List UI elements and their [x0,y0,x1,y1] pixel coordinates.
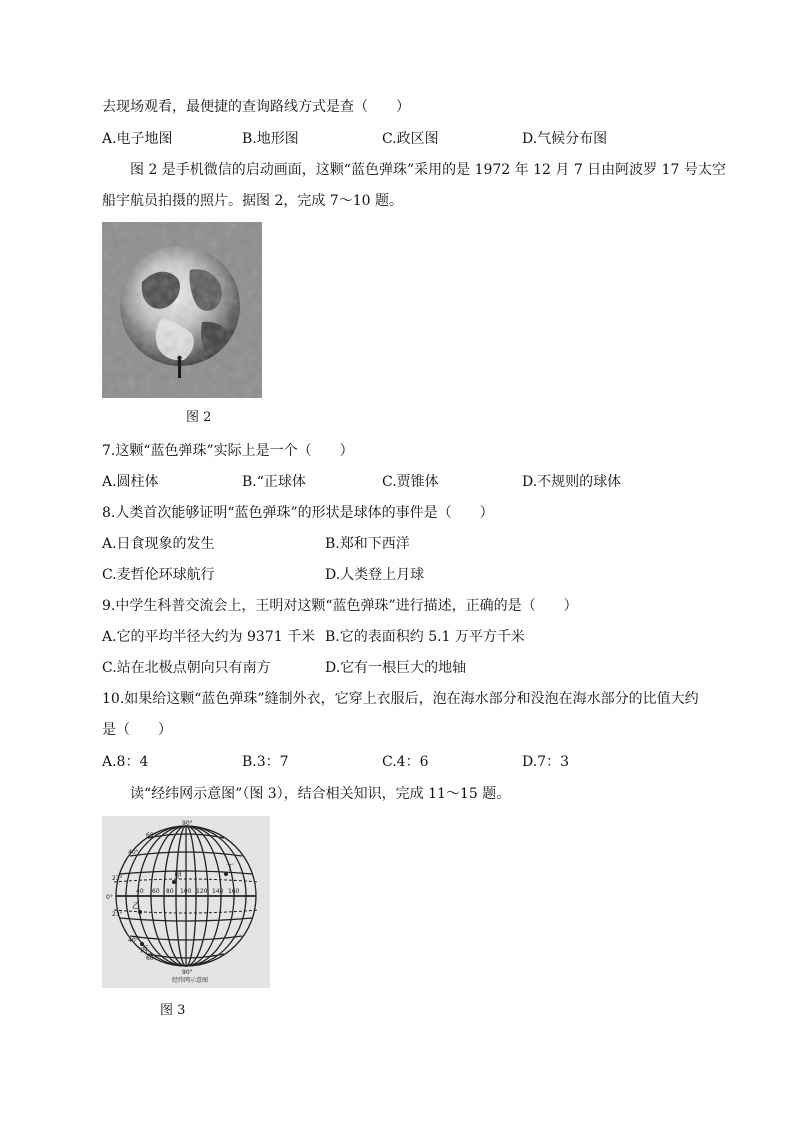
lon-label-80: 80 [166,888,174,895]
figure2-earth-photo [102,222,262,398]
figure3-graticule-image [102,816,270,988]
q10-option-c: C.4：6 [382,754,429,770]
lat-label-90s: 90° [182,969,193,976]
lat-label-60s: 60° [146,955,157,962]
lat-label-23s: 23° [112,911,123,918]
lat-label-60n: 60° [146,832,157,839]
q6-option-d: D.气候分布图 [522,131,608,147]
figure3-caption: 图 3 [160,1003,186,1018]
question-10-stem-line1: 10.如果给这颗“蓝色弹珠”缝制外衣，它穿上衣服后，泡在海水部分和没泡在海水部分的比值大约 [102,691,699,707]
q7-option-a: A.圆柱体 [102,474,159,490]
point-label-bing: 丙 [140,945,148,954]
lat-label-23n: 23° [112,875,123,882]
figure2-intro-line2: 船宇航员拍摄的照片。据图 2，完成 7～10 题。 [102,193,403,209]
figure2-intro-line1: 图 2 是手机微信的启动画面，这颗“蓝色弹珠”采用的是 1972 年 12 月 7 日由阿波罗 17 号太空 [130,162,726,178]
q9-option-b: B.它的表面积约 5.1 万平方千米 [325,629,525,645]
q7-option-c: C.贾锥体 [382,474,439,490]
question-6-stem: 去现场观看，最便捷的查询路线方式是查（ ） [102,99,410,115]
q6-option-a: A.电子地图 [102,131,173,147]
q9-option-c: C.站在北极点朝向只有南方 [102,660,271,676]
lon-label-160: 160 [228,888,240,895]
point-label-yi: 乙 [132,901,140,910]
lon-label-60: 60 [152,888,160,895]
figure2-caption: 图 2 [186,410,212,425]
q10-option-b: B.3：7 [242,754,289,770]
earth-globe-illustration [102,222,262,398]
question-7-stem: 7.这颗“蓝色弹珠”实际上是一个（ ） [102,443,354,459]
q10-option-d: D.7：3 [522,754,569,770]
q8-option-c: C.麦哲伦环球航行 [102,567,215,583]
lon-label-120: 120 [196,888,208,895]
q8-option-b: B.郑和下西洋 [325,536,410,552]
q6-option-c: C.政区图 [382,131,439,147]
figure3-inner-title: 经纬网示意图 [172,977,209,984]
question-10-stem-line2: 是（ ） [102,722,172,738]
question-8-stem: 8.人类首次能够证明“蓝色弹珠”的形状是球体的事件是（ ） [102,505,494,521]
lat-label-equator: 0° [106,894,113,901]
question-9-stem: 9.中学生科普交流会上，王明对这颗“蓝色弹珠”进行描述，正确的是（ ） [102,598,578,614]
q7-option-d: D.不规则的球体 [522,474,622,490]
lon-label-100: 100 [180,888,192,895]
point-label-jia: 甲 [174,871,182,880]
lat-label-40s: 40° [128,937,139,944]
q9-option-d: D.它有一根巨大的地轴 [325,660,467,676]
q7-option-b: B.“正球体 [242,474,306,490]
q6-option-b: B.地形图 [242,131,299,147]
q8-option-d: D.人类登上月球 [325,567,425,583]
lon-label-140: 140 [212,888,224,895]
figure3-intro: 读“经纬网示意图”（图 3），结合相关知识，完成 11～15 题。 [130,786,511,802]
lat-label-90n: 90° [182,820,193,827]
lon-label-40: 40 [136,888,144,895]
graticule-diagram [102,816,270,988]
q9-option-a: A.它的平均半径大约为 9371 千米 [102,629,316,645]
q8-option-a: A.日食现象的发生 [102,536,215,552]
lat-label-40n: 40° [128,849,139,856]
q10-option-a: A.8：4 [102,754,149,770]
point-label-ding: 丁 [226,863,234,872]
